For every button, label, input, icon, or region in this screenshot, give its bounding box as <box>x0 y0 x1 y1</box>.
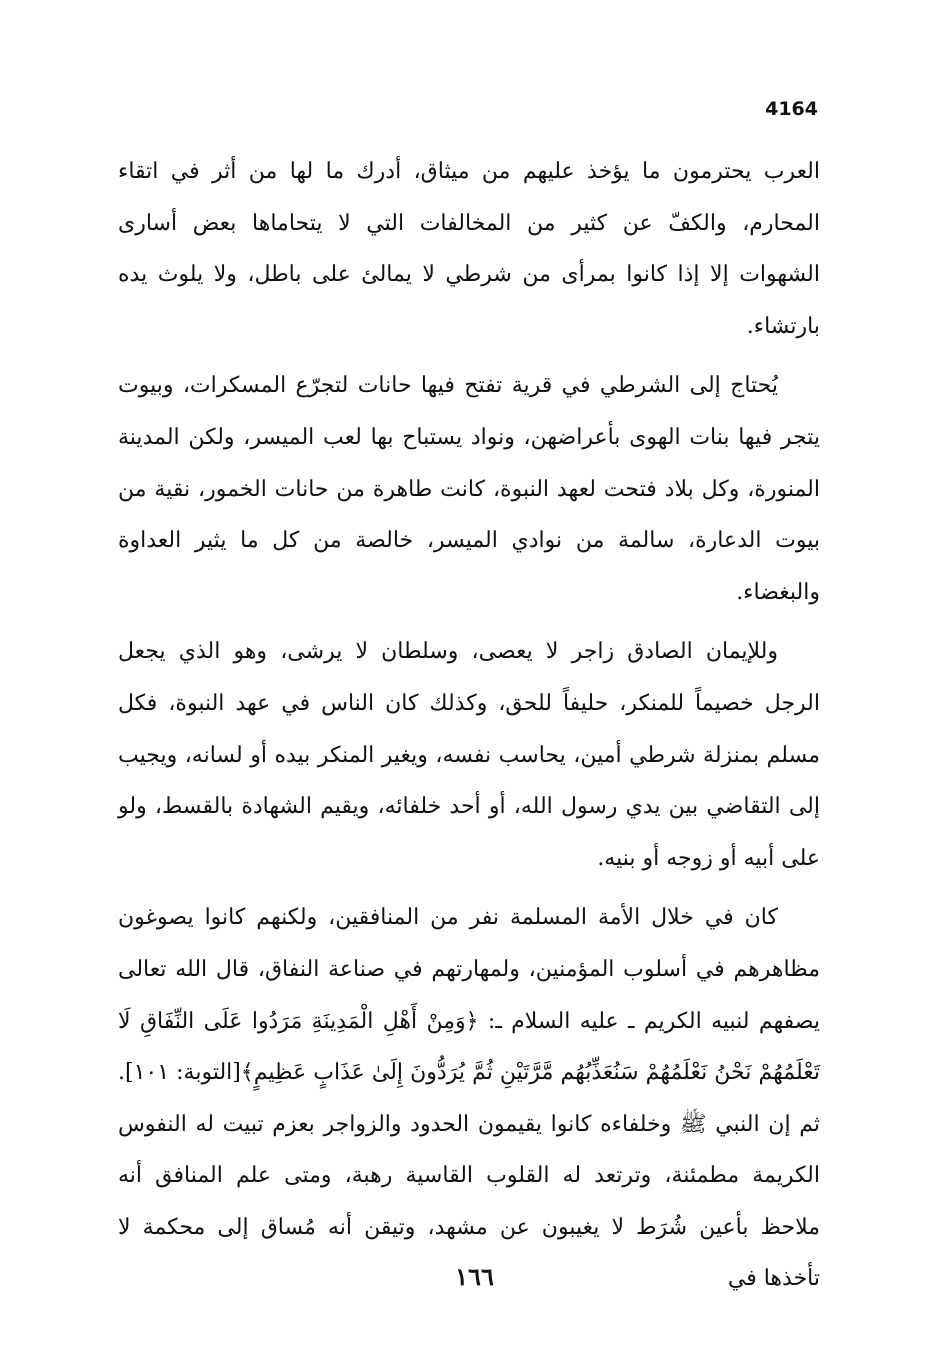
page-header-number: 4164 <box>765 98 818 120</box>
page-body <box>118 146 820 1305</box>
paragraph-4-continuation: ثم إن النبي ﷺ وخلفاءه كانوا يقيمون الحدود والزواجر بعزم تبيت له النفوس الكريمة مطمئنة، وترتعد له القلوب القاسية رهبة، ومتى علم المنافق أنه ملاحظ بأعين شُرَط لا يغيبون عن مشهد، وتيقن أنه مُساق إلى محكمة لا تأخذها في <box>118 1111 820 1292</box>
paragraph-4 <box>118 892 820 1305</box>
paragraph-4-text: كان في خلال الأمة المسلمة نفر من المنافقين، ولكنهم كانوا يصوغون مظاهرهم في أسلوب المؤمنين، ولمهارتهم في صناعة النفاق، قال الله تعالى يصفهم لنبيه الكريم ـ عليه السلام ـ: <box>118 905 821 1034</box>
page-footer-number: ١٦٦ <box>455 1262 494 1291</box>
quran-verse: ﴿وَمِنْ أَهْلِ الْمَدِينَةِ مَرَدُوا عَلَى النِّفَاقِ لَا تَعْلَمُهُمْ نَحْنُ نَعْلَمُهُمْ سَنُعَذِّبُهُم مَّرَّتَيْنِ ثُمَّ يُرَدُّونَ إِلَىٰ عَذَابٍ عَظِيمٍ﴾ <box>118 1008 820 1086</box>
paragraph-1: العرب يحترمون ما يؤخذ عليهم من ميثاق، أدرك ما لها من أثر في اتقاء المحارم، والكفّ عن كثير من المخالفات التي لا يتحاماها بعض أسارى الشهوات إلا إذا كانوا بمرأى من شرطي لا يمالئ على باطل، ولا يلوث يده بارتشاء. <box>118 159 820 339</box>
paragraph-2: يُحتاج إلى الشرطي في قرية تفتح فيها حانات لتجرّع المسكرات، وبيوت يتجر فيها بنات الهوى بأعراضهن، ونواد يستباح بها لعب الميسر، ولكن المدينة المنورة، وكل بلاد فتحت لعهد النبوة، كانت طاهرة من حانات الخمور، نقية من بيوت الدعارة، سالمة من نوادي الميسر، خالصة من كل ما يثير العداوة والبغضاء. <box>118 373 820 605</box>
verse-citation: [التوبة: ١٠١]. <box>118 1060 241 1086</box>
paragraph-3: وللإيمان الصادق زاجر لا يعصى، وسلطان لا يرشى، وهو الذي يجعل الرجل خصيماً للمنكر، حليفاً للحق، وكذلك كان الناس في عهد النبوة، فكل مسلم بمنزلة شرطي أمين، يحاسب نفسه، ويغير المنكر بيده أو لسانه، ويجيب إلى التقاضي بين يدي رسول الله، أو أحد خلفائه، ويقيم الشهادة بالقسط، ولو على أبيه أو زوجه أو بنيه. <box>118 639 820 871</box>
